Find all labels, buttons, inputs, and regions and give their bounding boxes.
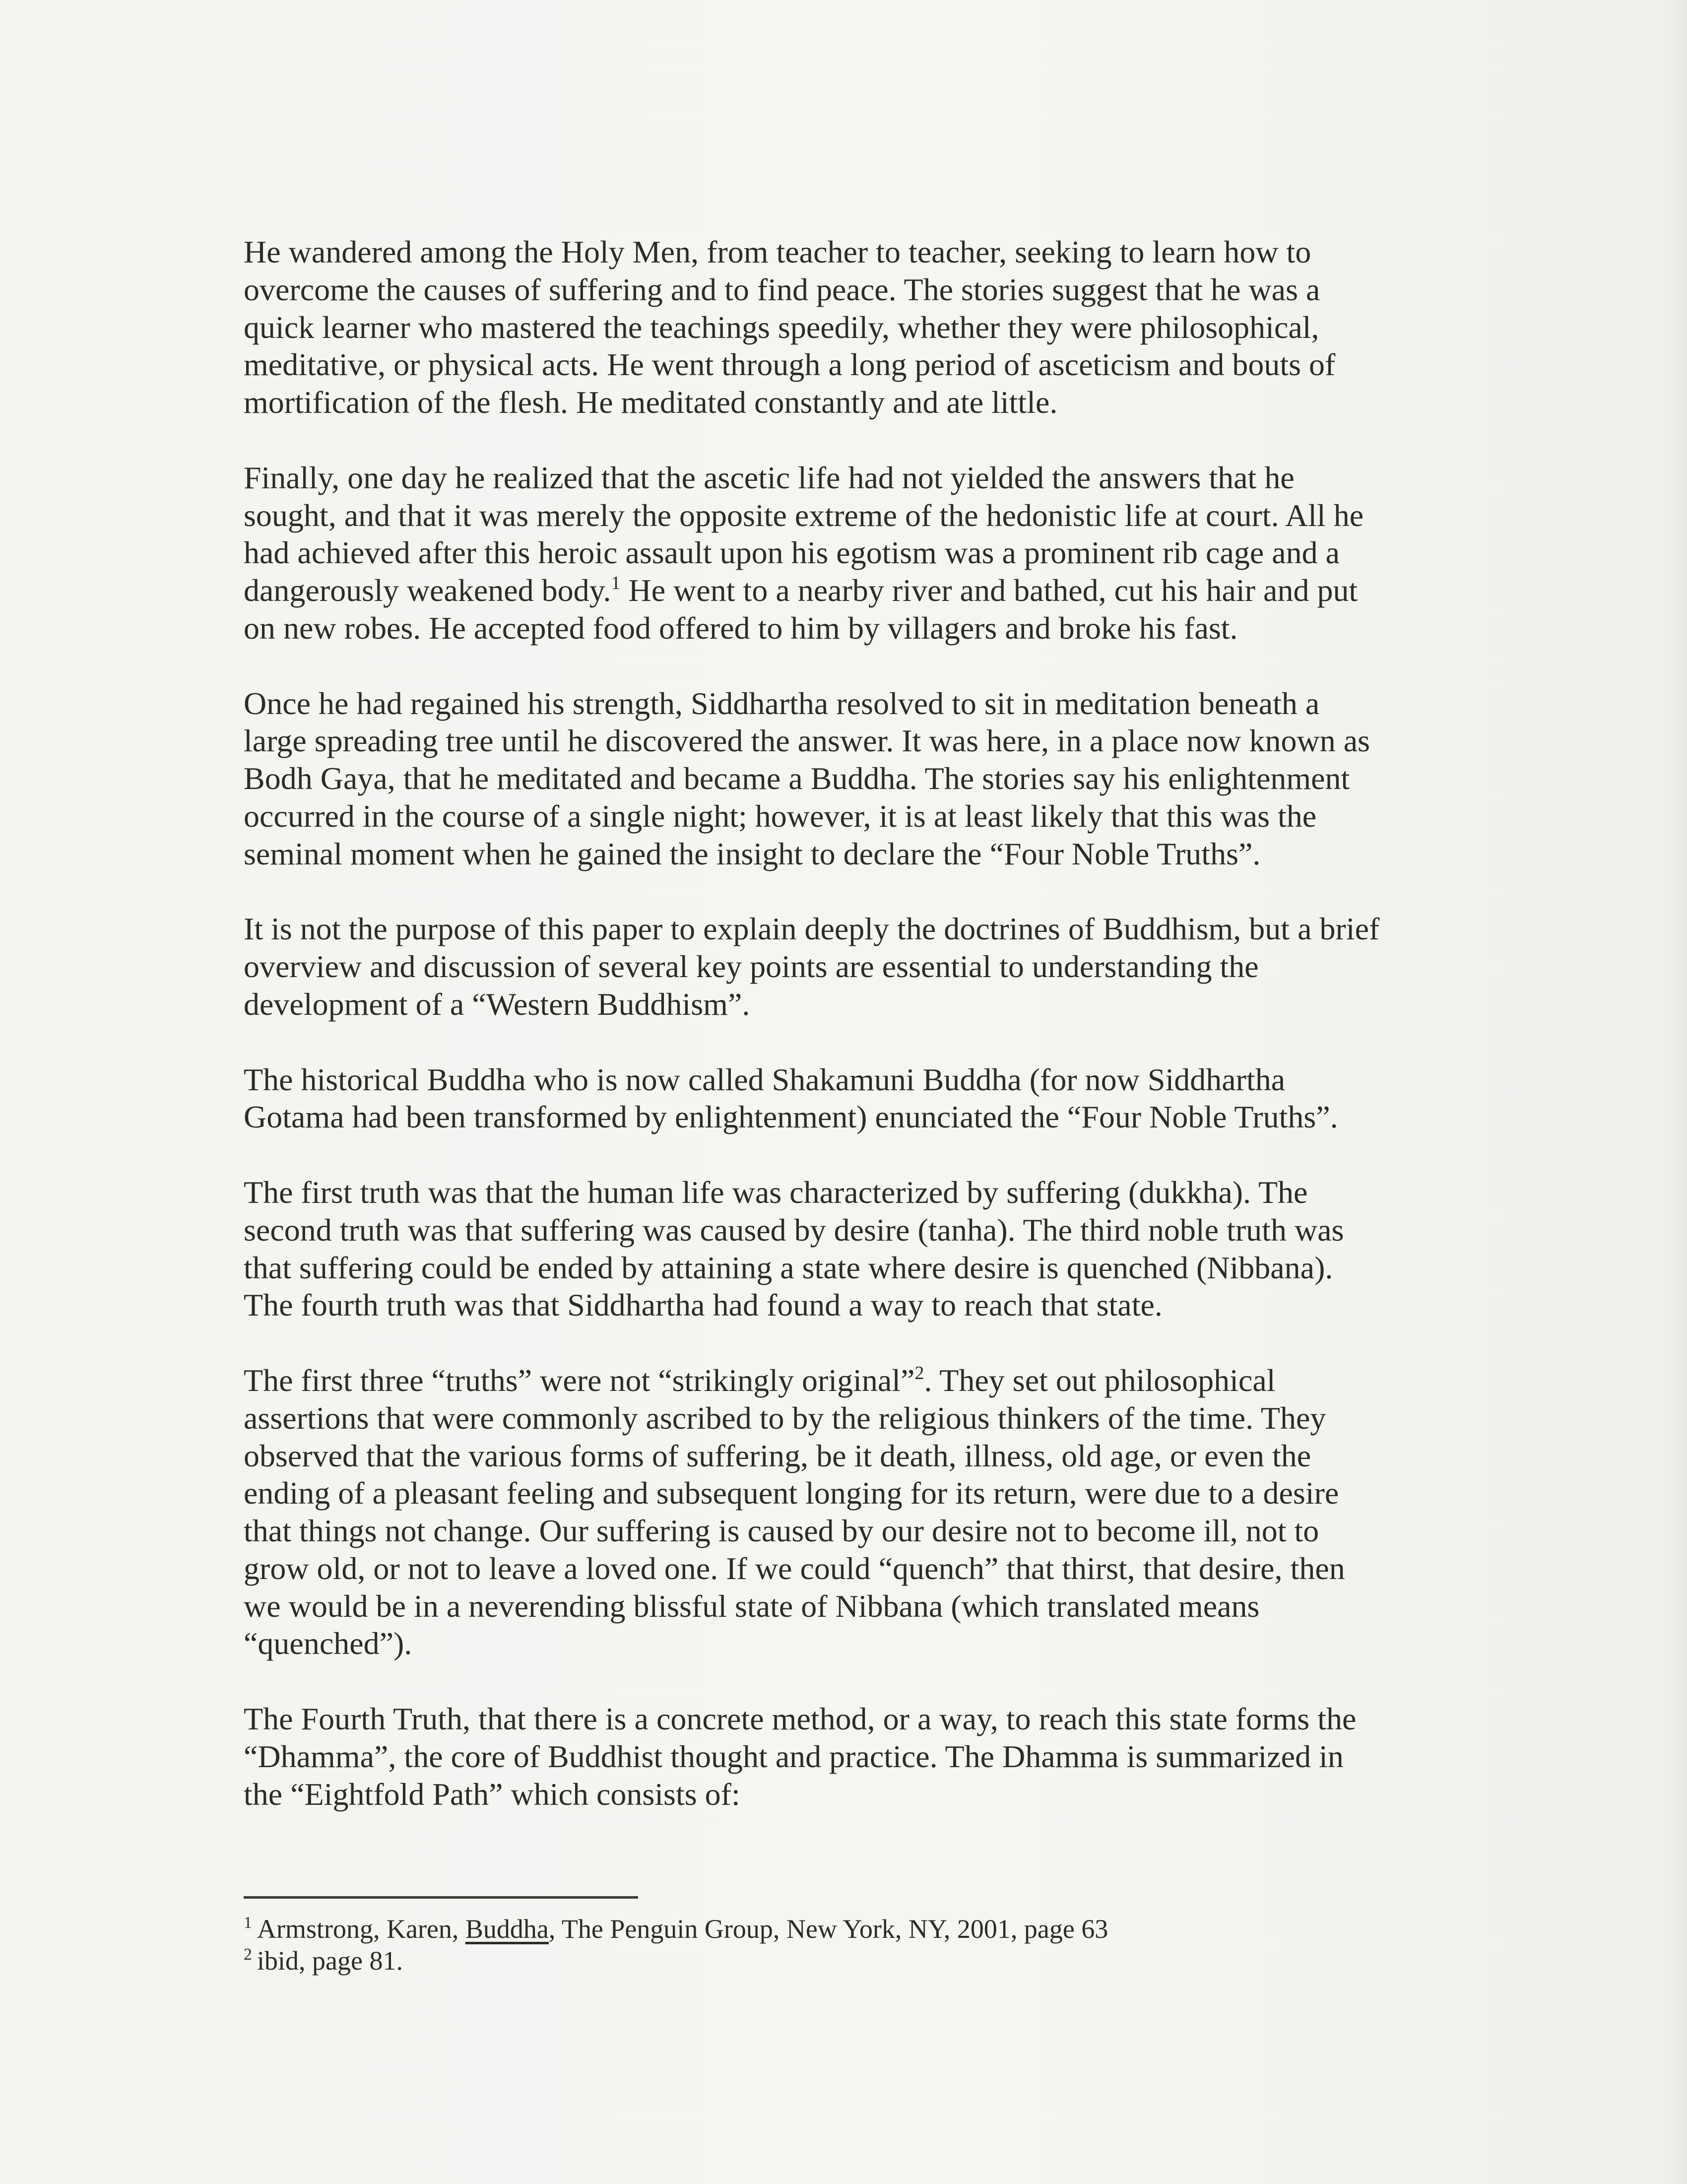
text-line: sought, and that it was merely the opposite extreme of the hedonistic life at court. All he	[244, 497, 1364, 533]
footnote-text: Armstrong, Karen,	[257, 1914, 465, 1944]
text-line: “Dhamma”, the core of Buddhist thought and practice. The Dhamma is summarized in	[244, 1738, 1344, 1774]
text-line: Gotama had been transformed by enlightenment) enunciated the “Four Noble Truths”.	[244, 1099, 1338, 1135]
text-line: He wandered among the Holy Men, from teacher to teacher, seeking to learn how to	[244, 234, 1311, 269]
text-line: the “Eightfold Path” which consists of:	[244, 1776, 740, 1812]
footnote-number: 2	[244, 1945, 252, 1964]
text-line: observed that the various forms of suffering, be it death, illness, old age, or even the	[244, 1438, 1311, 1473]
text-line: that suffering could be ended by attaining a state where desire is quenched (Nibbana).	[244, 1250, 1333, 1285]
text-line: grow old, or not to leave a loved one. If we could “quench” that thirst, that desire, then	[244, 1550, 1345, 1586]
paragraph	[244, 1061, 1444, 1136]
text-line: overcome the causes of suffering and to find peace. The stories suggest that he was a	[244, 271, 1320, 307]
paragraph	[244, 910, 1444, 1023]
paragraph	[244, 459, 1444, 647]
text-line	[244, 572, 1444, 609]
paragraph	[244, 1174, 1444, 1324]
footnote-reference: 1	[611, 573, 621, 594]
text-line: occurred in the course of a single night; however, it is at least likely that this was the	[244, 798, 1317, 834]
text-line: that things not change. Our suffering is caused by our desire not to become ill, not to	[244, 1513, 1319, 1549]
text-line: The first truth was that the human life was characterized by suffering (dukkha). The	[244, 1174, 1308, 1210]
footnote-separator	[244, 1896, 638, 1899]
footnote	[244, 1945, 1108, 1977]
text-line: overview and discussion of several key points are essential to understanding the	[244, 949, 1259, 985]
footnotes	[244, 1913, 1108, 1977]
text-line: second truth was that suffering was caused by desire (tanha). The third noble truth was	[244, 1212, 1344, 1248]
text-line: development of a “Western Buddhism”.	[244, 986, 750, 1022]
text-line: The fourth truth was that Siddhartha had found a way to reach that state.	[244, 1287, 1163, 1323]
footnote-text: ibid, page 81.	[257, 1946, 403, 1976]
scan-edge-shadow	[1667, 0, 1687, 2184]
line-text: dangerously weakened body.	[244, 573, 611, 608]
text-line: It is not the purpose of this paper to explain deeply the doctrines of Buddhism, but a brief	[244, 911, 1380, 947]
footnote-number: 1	[244, 1914, 252, 1932]
text-line: had achieved after this heroic assault upon his egotism was a prominent rib cage and a	[244, 535, 1340, 571]
paragraph	[244, 1700, 1444, 1813]
text-line: large spreading tree until he discovered the answer. It was here, in a place now known as	[244, 723, 1370, 759]
line-text: . They set out philosophical	[924, 1362, 1276, 1398]
text-line: Once he had regained his strength, Siddhartha resolved to sit in meditation beneath a	[244, 685, 1320, 721]
text-line: “quenched”).	[244, 1626, 412, 1661]
text-line: Bodh Gaya, that he meditated and became a Buddha. The stories say his enlightenment	[244, 761, 1350, 796]
text-line: mortification of the flesh. He meditated constantly and ate little.	[244, 385, 1058, 420]
body-text	[244, 233, 1444, 1851]
text-line: ending of a pleasant feeling and subsequent longing for its return, were due to a desire	[244, 1475, 1339, 1511]
footnote-reference: 2	[914, 1362, 924, 1384]
line-text: He went to a nearby river and bathed, cut his hair and put	[620, 573, 1358, 608]
text-line: Finally, one day he realized that the ascetic life had not yielded the answers that he	[244, 460, 1295, 495]
text-line	[244, 1362, 1444, 1399]
text-line: we would be in a neverending blissful state of Nibbana (which translated means	[244, 1588, 1260, 1624]
text-line: The historical Buddha who is now called Shakamuni Buddha (for now Siddhartha	[244, 1061, 1286, 1097]
text-line: quick learner who mastered the teachings speedily, whether they were philosophical,	[244, 309, 1319, 345]
text-line: seminal moment when he gained the insight to declare the “Four Noble Truths”.	[244, 836, 1261, 871]
paragraph	[244, 685, 1444, 873]
line-text: The first three “truths” were not “strikingly original”	[244, 1362, 915, 1398]
text-line: on new robes. He accepted food offered to him by villagers and broke his fast.	[244, 610, 1238, 646]
paragraph	[244, 233, 1444, 421]
footnote	[244, 1913, 1108, 1945]
footnote-text: , The Penguin Group, New York, NY, 2001, page 63	[548, 1914, 1108, 1944]
footnote-book-title: Buddha	[465, 1914, 549, 1944]
paragraph	[244, 1362, 1444, 1662]
text-line: assertions that were commonly ascribed to by the religious thinkers of the time. They	[244, 1400, 1326, 1436]
text-line: The Fourth Truth, that there is a concrete method, or a way, to reach this state forms the	[244, 1701, 1357, 1737]
text-line: meditative, or physical acts. He went through a long period of asceticism and bouts of	[244, 347, 1336, 383]
